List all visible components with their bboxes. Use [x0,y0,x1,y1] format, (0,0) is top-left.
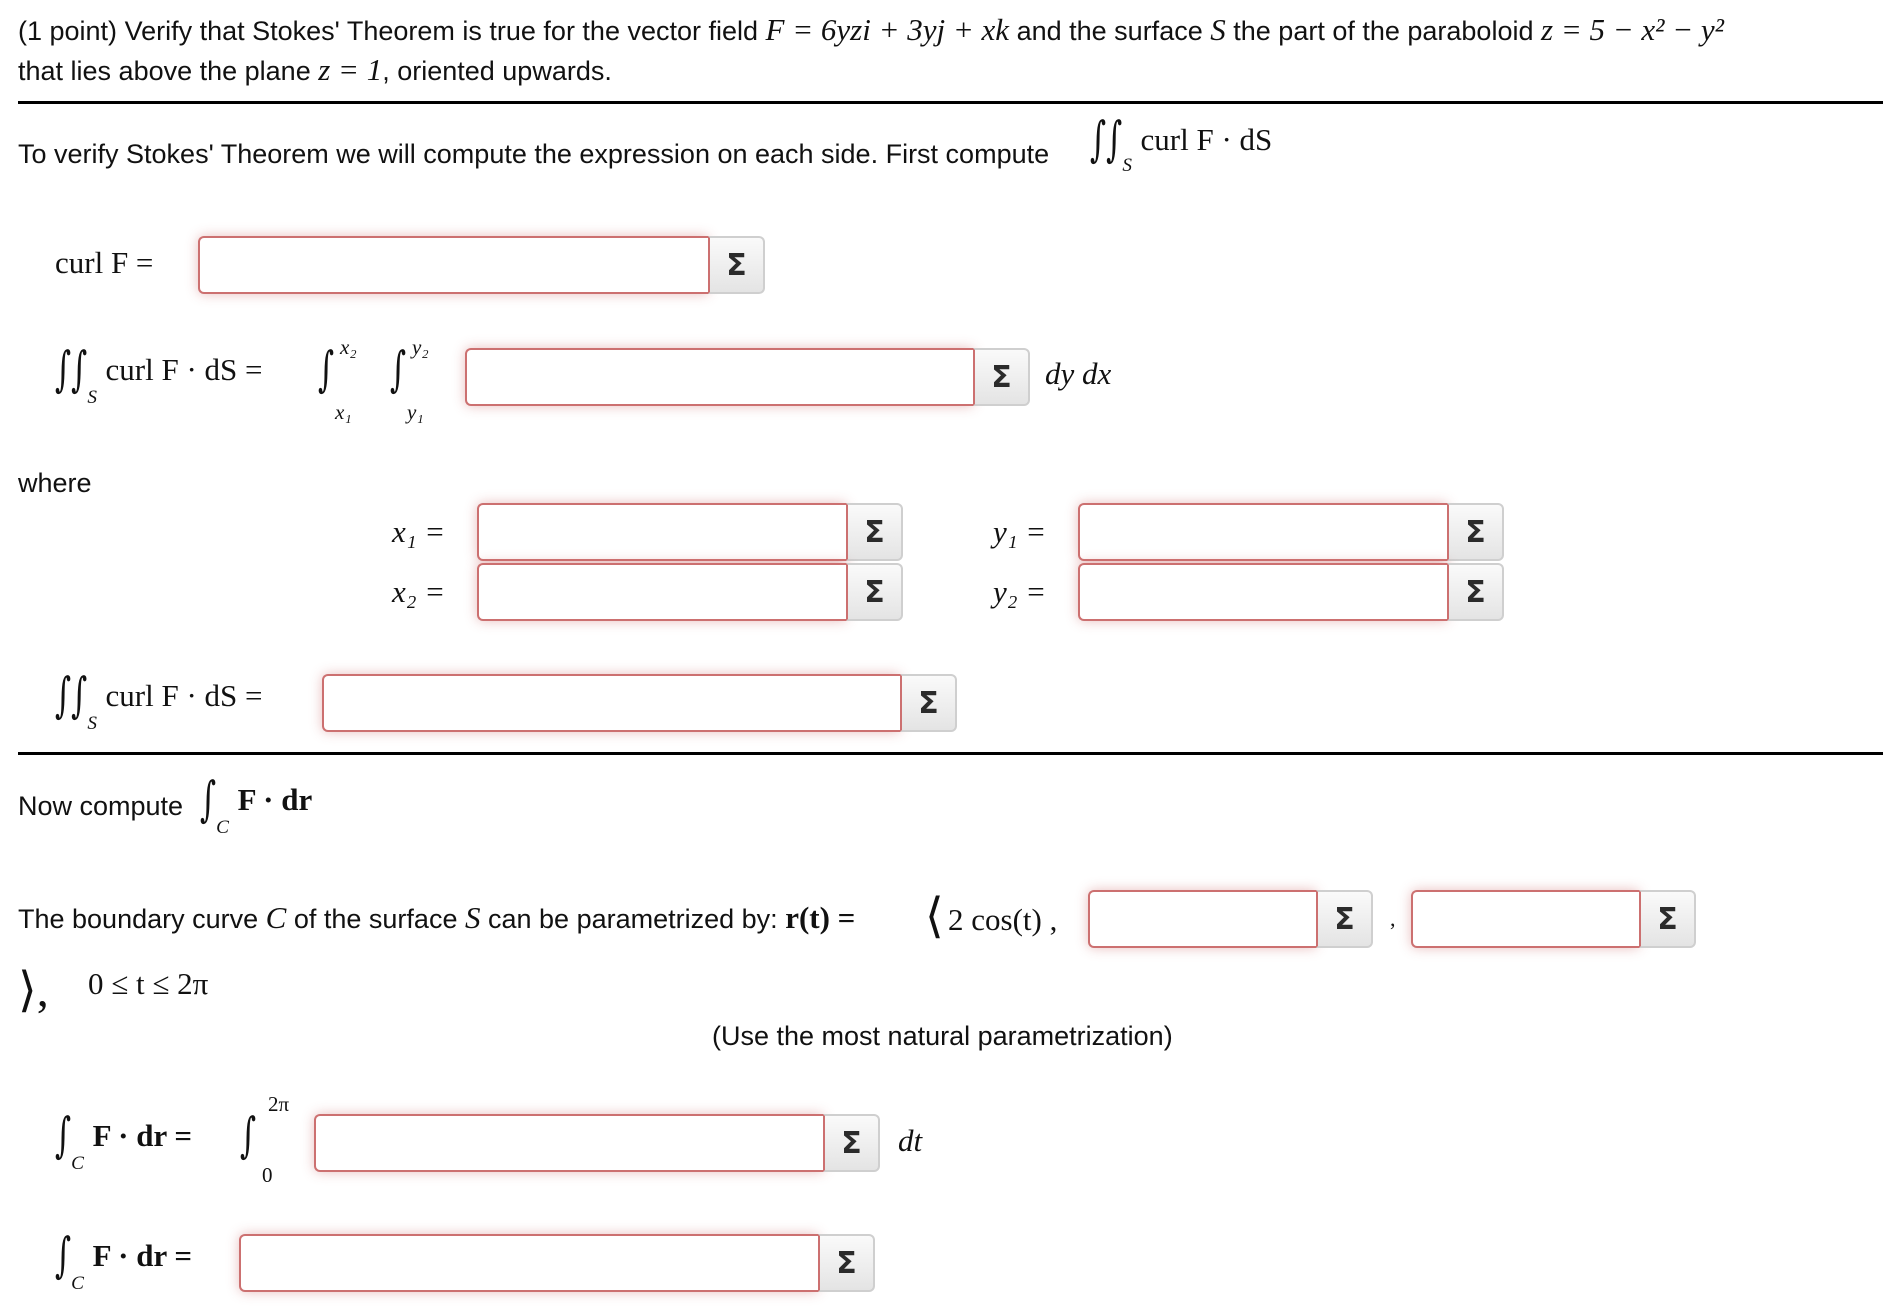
first-component: 2 cos(t) , [948,902,1058,937]
line-integral-result-label: $\int_C$ F · dr = [55,1228,193,1295]
equation-editor-button[interactable]: Σ [1639,890,1696,948]
equation-editor-button[interactable]: Σ [818,1234,875,1292]
y1-answer [1078,503,1504,561]
double-integral-icon: ∫∫ [55,342,88,398]
equation-editor-button[interactable]: Σ [708,236,765,294]
x1-label: x₁ = [392,514,446,549]
integral-icon: ∫ [390,342,407,398]
intro-math: F · dr [237,782,313,817]
surface-symbol: S [464,900,481,935]
equation-editor-button[interactable]: Σ [846,563,903,621]
y2-label: y₂ = [993,574,1047,609]
equation-editor-button[interactable]: Σ [1447,503,1504,561]
curl-input[interactable] [198,236,708,294]
problem-intro: Verify that Stokes' Theorem is true for the vector field [124,16,759,46]
divider [18,101,1883,104]
surface-symbol: S [1210,12,1226,47]
where-label: where [18,468,92,498]
y2-input[interactable] [1078,563,1447,621]
vector-field: F = 6yzi + 3yj + xk [765,12,1010,47]
problem-text: that lies above the plane [18,56,311,86]
text: can be parametrized by: [488,904,778,934]
x1-answer [477,503,903,561]
text: of the surface [293,904,458,934]
equation-editor-button[interactable]: Σ [1316,890,1373,948]
left-angle-bracket: ⟨ [925,890,944,943]
intro-text: To verify Stokes' Theorem we will compute the expression on each side. First compute [18,139,1050,169]
equation-editor-button[interactable]: Σ [823,1114,880,1172]
integral-icon: ∫ [55,1228,72,1284]
double-integral-icon: ∫∫ [55,668,88,724]
problem-statement-line1 [18,13,1724,48]
equation-editor-button[interactable]: Σ [900,674,957,732]
curve-symbol: C [265,900,287,935]
x1-input[interactable] [477,503,846,561]
curl-answer [198,236,765,294]
surface-integral-input[interactable] [322,674,900,732]
problem-text: , oriented upwards. [382,56,612,86]
result-text: curl F · dS = [105,678,263,713]
intro-math: curl F · dS [1140,122,1273,157]
r-z-answer [1411,890,1696,948]
x2-input[interactable] [477,563,846,621]
iterated-integral-y [390,342,407,398]
line-int-text: F · dr = [92,1238,193,1273]
problem-text: the part of the paraboloid [1233,16,1534,46]
integral-icon: ∫ [200,772,217,828]
r-y-answer [1088,890,1373,948]
section1-intro [18,137,1049,171]
integrand-input[interactable] [465,348,973,406]
section2-intro [18,789,183,823]
right-angle-bracket: ⟩, [18,964,49,1017]
component-comma: , [1390,906,1396,931]
text: The boundary curve [18,904,259,934]
equation-editor-button[interactable]: Σ [846,503,903,561]
line-integral-answer [239,1234,875,1292]
iterated-integral-x [318,342,335,398]
parametrization-hint: (Use the most natural parametrization) [712,1021,1173,1051]
integrand-t-answer [314,1114,880,1172]
integral-icon: ∫ [240,1108,257,1164]
intro-surface-integral: $\int\int_S$ curl F · dS [1090,112,1273,177]
r-z-input[interactable] [1411,890,1639,948]
integral-icon: ∫ [318,342,335,398]
y-upper: y₂ [412,335,429,359]
y1-input[interactable] [1078,503,1447,561]
line-int-text: F · dr = [92,1118,193,1153]
y1-label: y₁ = [993,514,1047,549]
r-of-t: r(t) = [785,900,856,935]
x-lower: x₁ [335,400,352,424]
curl-label: curl F = [55,245,154,280]
integrand-answer [465,348,1030,406]
surface-integral-label: $\int\int_S$ curl F · dS = [55,668,263,735]
intro-text: Now compute [18,791,184,821]
x2-label: x₂ = [392,574,446,609]
dydx-label: dy dx [1045,356,1112,391]
boundary-text [18,901,855,936]
plane-equation: z = 1 [318,52,383,87]
problem-statement-line2 [18,53,612,88]
line-integral-label: $\int_C$ F · dr = [55,1108,193,1175]
r-y-input[interactable] [1088,890,1316,948]
integrand-t-input[interactable] [314,1114,823,1172]
double-int-text: curl F · dS = [105,352,263,387]
problem-text: and the surface [1016,16,1203,46]
upper-limit: 2π [268,1092,290,1116]
paraboloid-equation: z = 5 − x² − y² [1541,12,1724,47]
integral-icon: ∫ [55,1108,72,1164]
equation-editor-button[interactable]: Σ [973,348,1030,406]
y2-answer [1078,563,1504,621]
x2-answer [477,563,903,621]
points-label: (1 point) [18,16,118,46]
y-lower: y₁ [407,400,424,424]
dt-label: dt [898,1123,923,1158]
divider [18,752,1883,755]
t-range: 0 ≤ t ≤ 2π [88,966,209,1001]
surface-integral-answer [322,674,957,732]
line-integral-input[interactable] [239,1234,818,1292]
x-upper: x₂ [340,335,357,359]
double-integral-icon: ∫∫ [1090,112,1123,168]
intro-line-integral: $\int_C$ F · dr [200,772,313,839]
definite-integral [240,1108,257,1164]
double-integral-label: $\int\int_S$ curl F · dS = [55,342,263,409]
lower-limit: 0 [262,1163,273,1187]
equation-editor-button[interactable]: Σ [1447,563,1504,621]
